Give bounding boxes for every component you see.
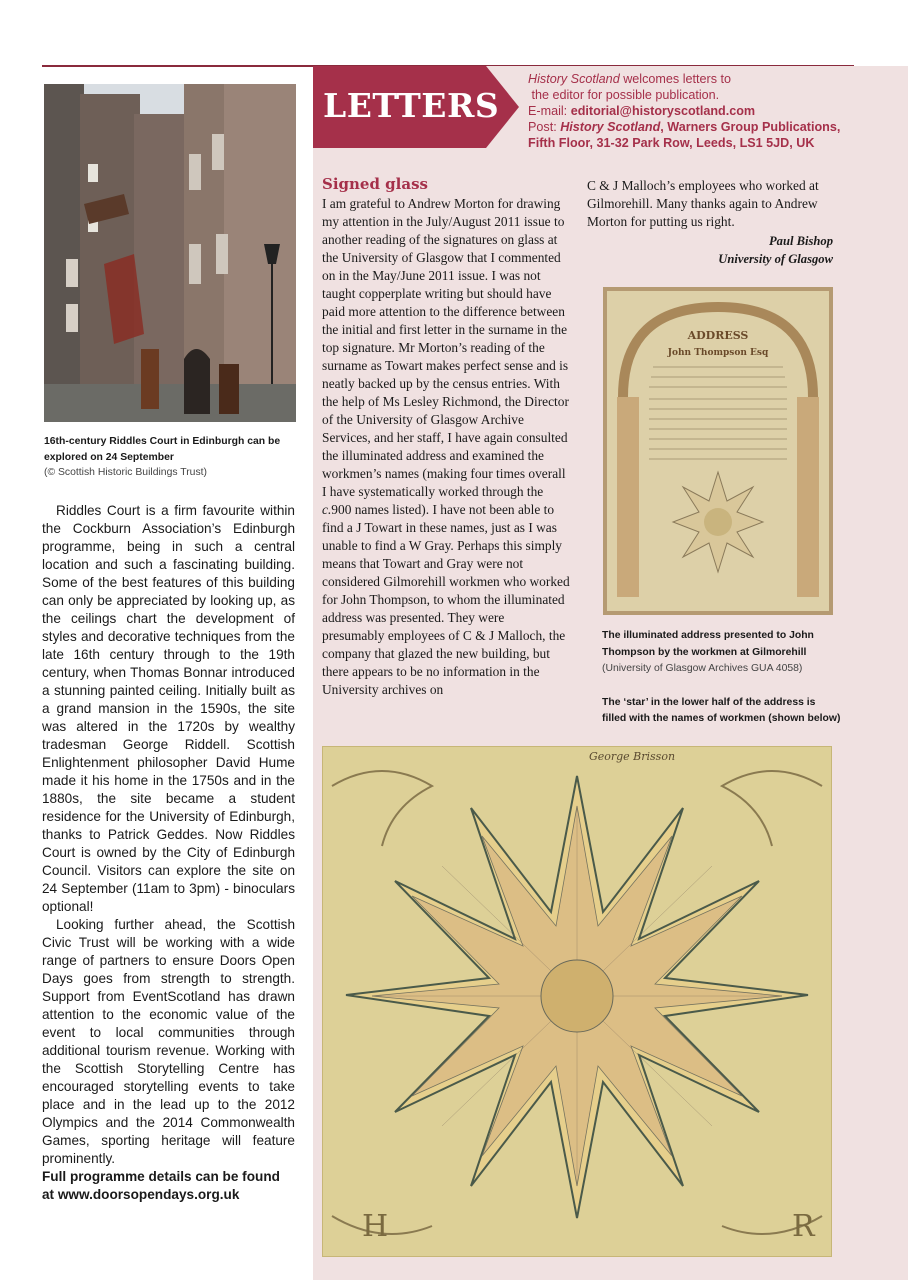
intro-line2: the editor for possible publication.: [531, 88, 720, 102]
illuminated-address-photo: [603, 287, 833, 615]
right-caption-title: The illuminated address presented to John Thompson by the workmen at Gilmorehill: [602, 630, 814, 658]
address-recipient: John Thompson Esq: [667, 348, 769, 358]
article-para-1: Riddles Court is a firm favourite within the Cockburn Association’s Edinburgh programme, being in such a central location and such a fascinating building. Some of the best features of this building can only be appreciated by looking up, as the ceilings chart the development of styles and decorative techniques from the late 16th century through to the 19th century, when Thomas Bonnar introduced a stunning painted ceiling. Initially built as a grand mansion in the 1590s, the site was altered in the 1720s by wealthy tradesman George Riddell. Scottish Enlightenment philosopher David Hume made it his home in the 1750s and in the 1880s, the site became a student residence for the University of Edinburgh, thanks to Patrick Geddes. Now Riddles Court is owned by the City of Edinburgh Council. Visitors can explore the site on 24 September (11am to 3pm) - binoculars optional!: [42, 503, 295, 914]
post-address: Fifth Floor, 31-32 Park Row, Leeds, LS1 5JD, UK: [528, 136, 815, 150]
email-address[interactable]: editorial@historyscotland.com: [570, 104, 756, 118]
letter-body-continued: C & J Malloch’s employees who worked at Gilmorehill. Many thanks again to Andrew Morton for putting us right.: [587, 178, 819, 229]
monogram-right: R: [792, 1209, 815, 1244]
signature-name: Paul Bishop: [768, 234, 833, 248]
article-para-2: Looking further ahead, the Scottish Civic Trust will be working with a wide range of partners to ensure Doors Open Days goes from strength to strength. Support from EventScotland has drawn attention to the economic value of the event to local communities through additional tourism revenue. Working with the Scottish Storytelling Centre has encouraged storytelling events to take place and in the lead up to the 2012 Olympics and the 2014 Commonwealth Games, sporting heritage will feature prominently.: [42, 917, 295, 1166]
left-caption-credit: (© Scottish Historic Buildings Trust): [44, 467, 207, 478]
intro-text: welcomes letters to: [619, 72, 731, 86]
right-photo-caption: [602, 628, 842, 728]
post-label: Post:: [528, 120, 561, 134]
left-caption-title: 16th-century Riddles Court in Edinburgh can be explored on 24 September: [44, 436, 281, 463]
top-signature: George Brisson: [588, 750, 676, 763]
intro-magazine: History Scotland: [528, 72, 620, 86]
workmen-star-photo: [322, 746, 832, 1257]
right-caption-credit: (University of Glasgow Archives GUA 4058): [602, 663, 803, 674]
right-caption-note: The ‘star’ in the lower half of the address is filled with the names of workmen (shown below): [602, 696, 841, 724]
signature-org: University of Glasgow: [718, 252, 833, 266]
post-publisher: , Warners Group Publications,: [660, 120, 841, 134]
banner-title: LETTERS: [323, 86, 500, 125]
submission-info: [528, 71, 858, 151]
email-label: E-mail:: [528, 104, 571, 118]
left-photo-caption: [44, 434, 304, 481]
letter-heading: Signed glass: [322, 175, 428, 193]
letter-body-part1: I am grateful to Andrew Morton for drawing my attention in the July/August 2011 issue to another reading of the signatures on glass at the University of Glasgow that I commented on in the May/June 2011 issue. I was not taught copperplate writing but should have paid more attention to the difference between the initial and first letter in the surname in the top signature. Mr Morton’s reading of the surname as Towart makes perfect sense and is neatly backed up by the census entries. With the help of Ms Lesley Richmond, the Director of the University of Glasgow Archive Services, and her staff, I have again consulted the illuminated address and examined the workmen’s names (making four times overall I have systematically worked through the: [322, 196, 569, 499]
post-magazine: History Scotland: [560, 120, 661, 134]
riddles-court-photo: [44, 84, 296, 422]
doors-open-article: [42, 502, 295, 1204]
monogram-left: H: [362, 1209, 389, 1244]
letter-signature: [587, 232, 833, 268]
letter-body-circa: c.: [322, 502, 332, 517]
article-para-3: Full programme details can be found at www.doorsopendays.org.uk: [42, 1169, 280, 1202]
letter-body: [322, 195, 570, 699]
address-title: ADDRESS: [687, 329, 749, 342]
letter-body-part2: 900 names listed). I have not been able to find a J Towart in these names, just as I was unable to find a W Gray. Perhaps this simply means that Towart and Gray were not considered Gilmorehill workmen who worked for John Thompson, to whom the illuminated address was presented. They were presumably employees of C & J Malloch, the company that glazed the new building, but there appears to be no information in the University archives on: [322, 502, 570, 697]
